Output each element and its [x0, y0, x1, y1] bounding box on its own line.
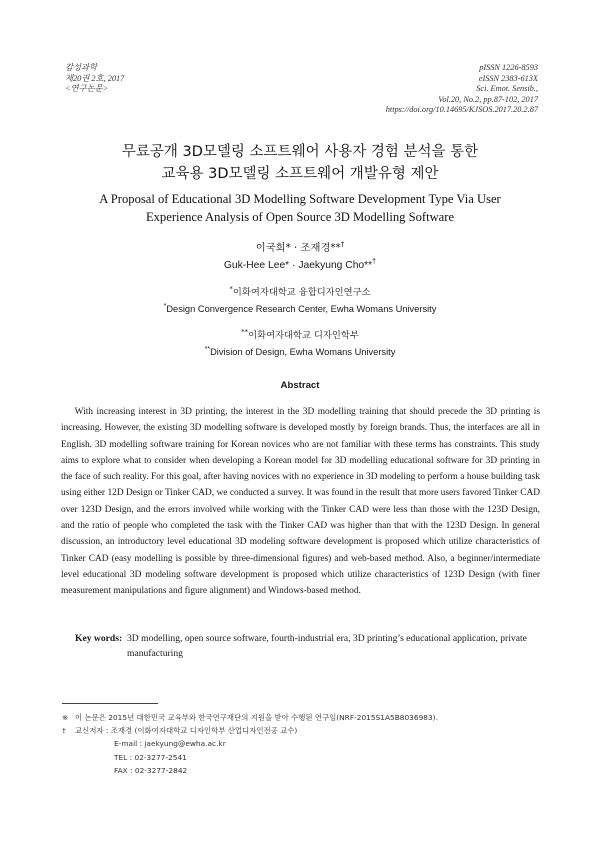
- journal-volume: 제20권 2호, 2017: [65, 73, 125, 83]
- affiliation-2-korean: **이화여자대학교 디자인학부: [241, 327, 359, 341]
- keywords: [75, 631, 542, 661]
- journal-header-left: [65, 63, 124, 95]
- author-block: [0, 239, 600, 275]
- doi-link[interactable]: https://doi.org/10.14695/KJSOS.2017.20.2.87: [385, 105, 538, 114]
- keywords-text: 3D modelling, open source software, fourth-industrial era, 3D printing’s educational application, private manufacturing: [127, 633, 527, 659]
- article-type: <연구논문>: [65, 84, 109, 93]
- abstract-heading: Abstract: [280, 380, 320, 391]
- english-title: [0, 190, 600, 226]
- funding-note: ※ 이 논문은 2015년 대한민국 교육부와 한국연구재단의 지원을 받아 수행된 연구임(NRF-2015S1A5B8036983).: [62, 713, 438, 722]
- eissn: eISSN 2383-613X: [478, 73, 538, 83]
- affiliation-1: [0, 285, 600, 317]
- english-title-line-2: Experience Analysis of Open Source 3D Modelling Software: [145, 210, 455, 224]
- journal-header-right: [386, 63, 538, 116]
- affiliation-2: [0, 328, 600, 360]
- corresponding-author-mark: †: [340, 240, 345, 249]
- contact-email[interactable]: E-mail : jaekyung@ewha.ac.kr: [114, 739, 226, 749]
- korean-title: [0, 141, 600, 185]
- korean-authors: 이국희* · 조재경**†: [255, 240, 345, 254]
- footnotes: [62, 711, 542, 777]
- footnote-divider: [62, 703, 158, 704]
- english-authors: Guk-Hee Lee* · Jaekyung Cho**†: [223, 258, 377, 271]
- english-title-line-1: A Proposal of Educational 3D Modelling Software Development Type Via User: [99, 192, 501, 206]
- corresponding-author-mark: †: [372, 258, 377, 266]
- citation-info: Vol.20, No.2, pp.87-102, 2017: [438, 94, 538, 104]
- pissn: pISSN 1226-8593: [479, 63, 538, 72]
- affiliation-1-english: *Design Convergence Research Center, Ewha Womans University: [163, 302, 437, 314]
- abstract-body: With increasing interest in 3D printing, the interest in the 3D modelling training that should precede the 3D printing is increasing. However, the existing 3D modelling software is developed mostly by foreign brands. Thus, the interfaces are all in English. 3D modelling software training for Korean novices who are not familiar with these terms has constraints. This study aims to explore what to consider when developing a Korean model for 3D modelling educational software for 3D printing in the face of such reality. For this goal, after having novices with no experience in 3D modeling to perform a house building task using either 12D Design or Tinker CAD, we conducted a survey. It was found in the result that more users favored Tinker CAD over 123D Design, and the errors involved while working with the Tinker CAD were less than those with the 123D Design, and the ratio of people who completed the task with the Tinker CAD was higher than that with the 123D Design. In general discussion, an introductory level educational 3D modeling software development is proposed which utilize characteristics of Tinker CAD (easy modelling is possible by three-dimensional figures) and web-based method. Also, a beginner/intermediate level educational 3D modeling software development is proposed which utilize characteristics of 123D Design (with finer measurement manipulations and figure alignment) and Windows-based method.: [61, 407, 540, 597]
- journal-abbrev: Sci. Emot. Sensib.,: [476, 84, 538, 93]
- contact-tel: TEL : 02-3277-2541: [114, 752, 187, 762]
- corresponding-author-note: † 교신저자 : 조재경 (이화여자대학교 디자인학부 산업디자인전공 교수): [62, 726, 298, 736]
- korean-title-line-1: 무료공개 3D모델링 소프트웨어 사용자 경험 분석을 통한: [121, 144, 479, 160]
- affiliation-1-korean: *이화여자대학교 융합디자인연구소: [229, 284, 371, 298]
- korean-title-line-2: 교육용 3D모델링 소프트웨어 개발유형 제안: [161, 166, 439, 182]
- contact-fax: FAX : 02-3277-2842: [114, 765, 188, 775]
- keywords-label: Key words:: [75, 633, 123, 644]
- journal-name: 감성과학: [65, 63, 98, 72]
- affiliation-2-english: **Division of Design, Ewha Womans University: [204, 345, 396, 357]
